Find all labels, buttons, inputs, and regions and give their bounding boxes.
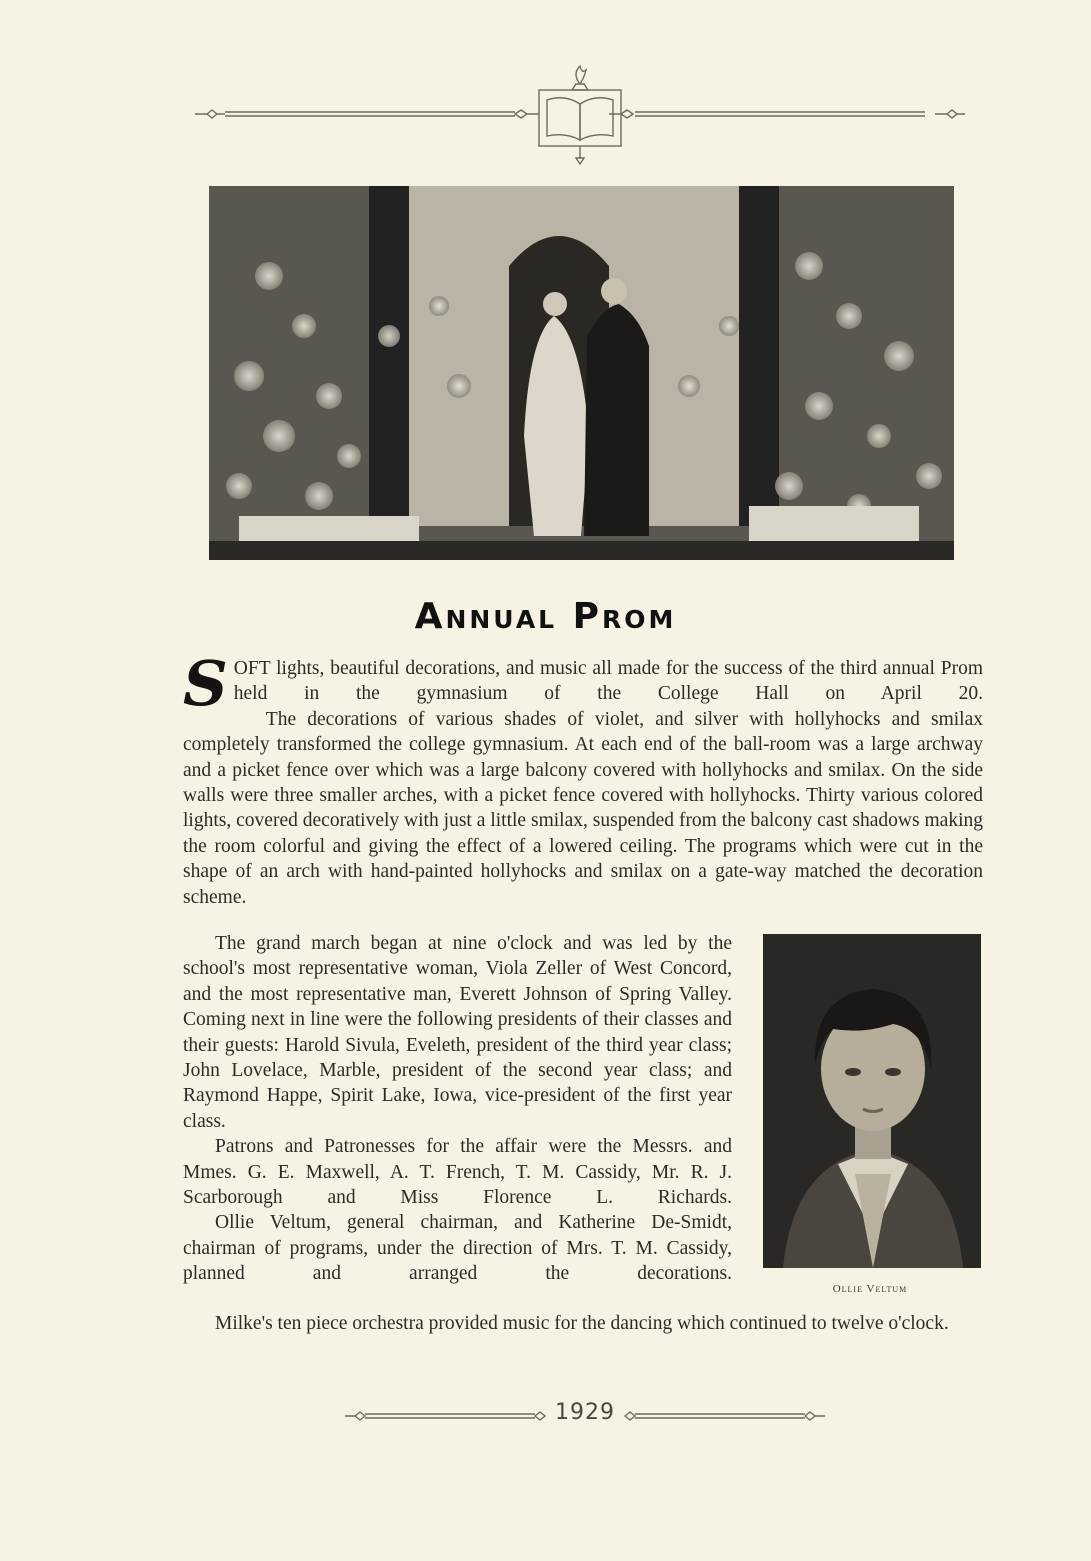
footer-year: 1929	[555, 1400, 615, 1425]
portrait-image	[763, 934, 981, 1268]
article-end	[183, 1311, 983, 1336]
portrait-caption: Ollie Veltum	[832, 1283, 908, 1295]
paragraph-1	[183, 647, 983, 720]
paragraph-5: Ollie Veltum, general chairman, and Katherine De-Smidt, chairman of programs, under the direction of Mrs. T. M. Cassidy, planned and arranged the decorations.	[183, 1212, 732, 1285]
paragraph-4: Patrons and Patronesses for the affair were the Messrs. and Mmes. G. E. Maxwell, A. T. French, T. M. Cassidy, Mr. R. J. Scarborough and Miss Florence L. Richards.	[183, 1136, 732, 1209]
paragraph-2: The decorations of various shades of violet, and silver with hollyhocks and smilax completely transformed the college gymnasium. At each end of the ball-room was a large archway and a picket fence over which was a large balcony covered with hollyhocks and smilax. On the side walls were three smaller arches, with a picket fence covered with hollyhocks. Thirty various colored lights, covered decoratively with just a little smilax, suspended from the balcony cast shadows making the room colorful and giving the effect of a lowered ceiling. The programs which were cut in the shape of an arch with hand-painted hollyhocks and smilax on a gate-way matched the decoration scheme.	[183, 708, 983, 908]
prom-photograph	[209, 186, 954, 560]
page-title: Annual Prom	[414, 596, 677, 637]
paragraph-3: The grand march began at nine o'clock and was led by the school's most representative woman, Viola Zeller of West Concord, and the most representative man, Everett Johnson of Spring Valley. Coming next in line were the following presidents of their classes and their guests: Harold Sivula, Eveleth, president of the third year class; John Lovelace, Marble, president of the second year class; and Raymond Happe, Spirit Lake, Iowa, vice-president of the first year class.	[183, 933, 732, 1132]
portrait-photograph	[763, 934, 981, 1268]
paragraph-1-text: OFT lights, beautiful decorations, and music all made for the success of the third annual Prom held in the gymnasium of the College Hall on April 20.	[233, 658, 983, 705]
article-column	[183, 931, 732, 1287]
prom-scene-image	[209, 186, 954, 560]
dropcap-letter: S	[183, 647, 228, 720]
paragraph-6: Milke's ten piece orchestra provided music for the dancing which continued to twelve o'clock.	[215, 1313, 949, 1334]
article-lead	[183, 647, 983, 910]
book-torch-emblem-icon	[195, 60, 965, 170]
